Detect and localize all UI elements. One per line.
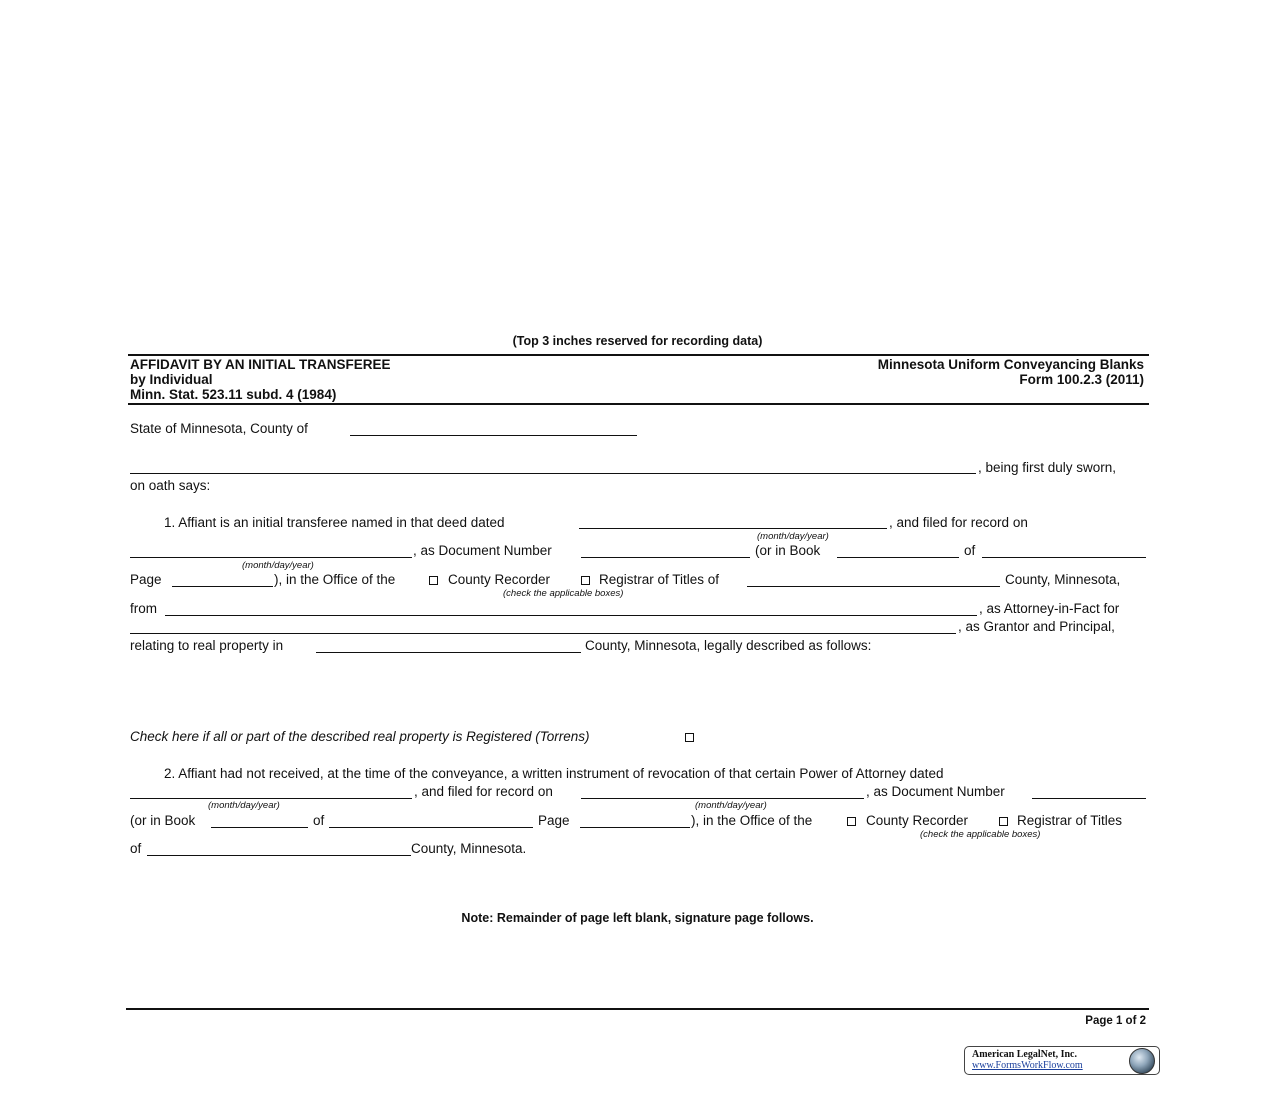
form-statute: Minn. Stat. 523.11 subd. 4 (1984) (130, 387, 337, 402)
para2-county-recorder: County Recorder (866, 813, 969, 828)
poa-page-field[interactable] (580, 827, 690, 828)
para2-line1: 2. Affiant had not received, at the time of the conveyance, a written instrument of revocation of that certain Power of Attorney dated (164, 766, 944, 781)
para1-legally-described: County, Minnesota, legally described as follows: (585, 638, 872, 653)
deed-date-field[interactable] (579, 528, 887, 529)
poa-registrar-county-field[interactable] (147, 855, 411, 856)
page-indicator: Page 1 of 2 (1085, 1015, 1146, 1027)
footer-rule (126, 1008, 1149, 1010)
poa-filed-date-field[interactable] (581, 798, 864, 799)
remainder-note: Note: Remainder of page left blank, signature page follows. (461, 911, 814, 925)
poa-registrar-checkbox[interactable] (999, 817, 1008, 826)
county-recorder-checkbox[interactable] (429, 576, 438, 585)
poa-filed-date-caption: (month/day/year) (695, 800, 767, 811)
form-series: Minnesota Uniform Conveyancing Blanks (877, 357, 1144, 372)
header-bottom-rule (128, 403, 1149, 405)
county-of-field[interactable] (350, 435, 637, 436)
torrens-label: Check here if all or part of the described real property is Registered (Torrens) (130, 729, 590, 744)
para1-grantor-principal: , as Grantor and Principal, (958, 619, 1115, 634)
form-subtitle: by Individual (130, 372, 213, 387)
sworn-text: , being first duly sworn, (978, 460, 1117, 475)
registrar-checkbox[interactable] (581, 576, 590, 585)
para1-or-in-book: (or in Book (755, 543, 821, 558)
para2-of: of (313, 813, 325, 828)
para2-or-in-book: (or in Book (130, 813, 196, 828)
doc-number-field[interactable] (581, 557, 750, 558)
para1-line1-suffix: , and filed for record on (889, 515, 1028, 530)
para1-registrar-of-titles-of: Registrar of Titles of (599, 572, 720, 587)
poa-county-recorder-checkbox[interactable] (847, 817, 856, 826)
poa-date-caption: (month/day/year) (208, 800, 280, 811)
para2-doc-number-label: , as Document Number (866, 784, 1005, 799)
page-field[interactable] (172, 586, 273, 587)
para2-of-start: of (130, 841, 142, 856)
grantor-field[interactable] (130, 633, 956, 634)
affiant-name-field[interactable] (130, 473, 976, 474)
reserved-recording-note: (Top 3 inches reserved for recording data) (512, 334, 763, 348)
registrar-county-field[interactable] (747, 586, 1000, 587)
header-top-rule (128, 354, 1149, 356)
para1-attorney-in-fact: , as Attorney-in-Fact for (979, 601, 1120, 616)
filed-date-field[interactable] (130, 557, 412, 558)
poa-doc-number-field[interactable] (1032, 798, 1146, 799)
poa-book-field[interactable] (211, 827, 308, 828)
attorney-in-fact-field[interactable] (165, 615, 977, 616)
filed-date-caption: (month/day/year) (242, 560, 314, 571)
logo-company-name: American LegalNet, Inc. (972, 1049, 1077, 1060)
form-number: Form 100.2.3 (2011) (1019, 372, 1144, 387)
para1-check-caption: (check the applicable boxes) (503, 588, 624, 599)
para1-page-label: Page (130, 572, 162, 587)
para1-office-of-the: ), in the Office of the (274, 572, 396, 587)
poa-book-of-field[interactable] (329, 827, 533, 828)
para1-line1-prefix: 1. Affiant is an initial transferee named in that deed dated (164, 515, 505, 530)
globe-icon (1129, 1048, 1155, 1074)
american-legalnet-logo[interactable] (964, 1046, 1160, 1075)
oath-text: on oath says: (130, 478, 211, 493)
para2-filed-for-record: , and filed for record on (414, 784, 553, 799)
para1-doc-number-label: , as Document Number (413, 543, 552, 558)
poa-date-field[interactable] (130, 798, 412, 799)
torrens-checkbox[interactable] (685, 733, 694, 742)
para1-county-recorder: County Recorder (448, 572, 551, 587)
deed-date-caption: (month/day/year) (757, 531, 829, 542)
book-of-field[interactable] (982, 557, 1146, 558)
para1-from: from (130, 601, 157, 616)
para2-county-minnesota: County, Minnesota. (411, 841, 527, 856)
para1-county-minnesota: County, Minnesota, (1005, 572, 1121, 587)
logo-url-link[interactable]: www.FormsWorkFlow.com (972, 1060, 1083, 1071)
book-field[interactable] (837, 557, 959, 558)
state-county-label: State of Minnesota, County of (130, 421, 308, 436)
form-title: AFFIDAVIT BY AN INITIAL TRANSFEREE (130, 357, 391, 372)
para2-check-caption: (check the applicable boxes) (920, 829, 1041, 840)
para1-relating: relating to real property in (130, 638, 284, 653)
para2-page-label: Page (538, 813, 570, 828)
para2-office-of-the: ), in the Office of the (691, 813, 813, 828)
property-county-field[interactable] (316, 652, 581, 653)
para1-of: of (964, 543, 976, 558)
para2-registrar-of-titles: Registrar of Titles (1017, 813, 1123, 828)
